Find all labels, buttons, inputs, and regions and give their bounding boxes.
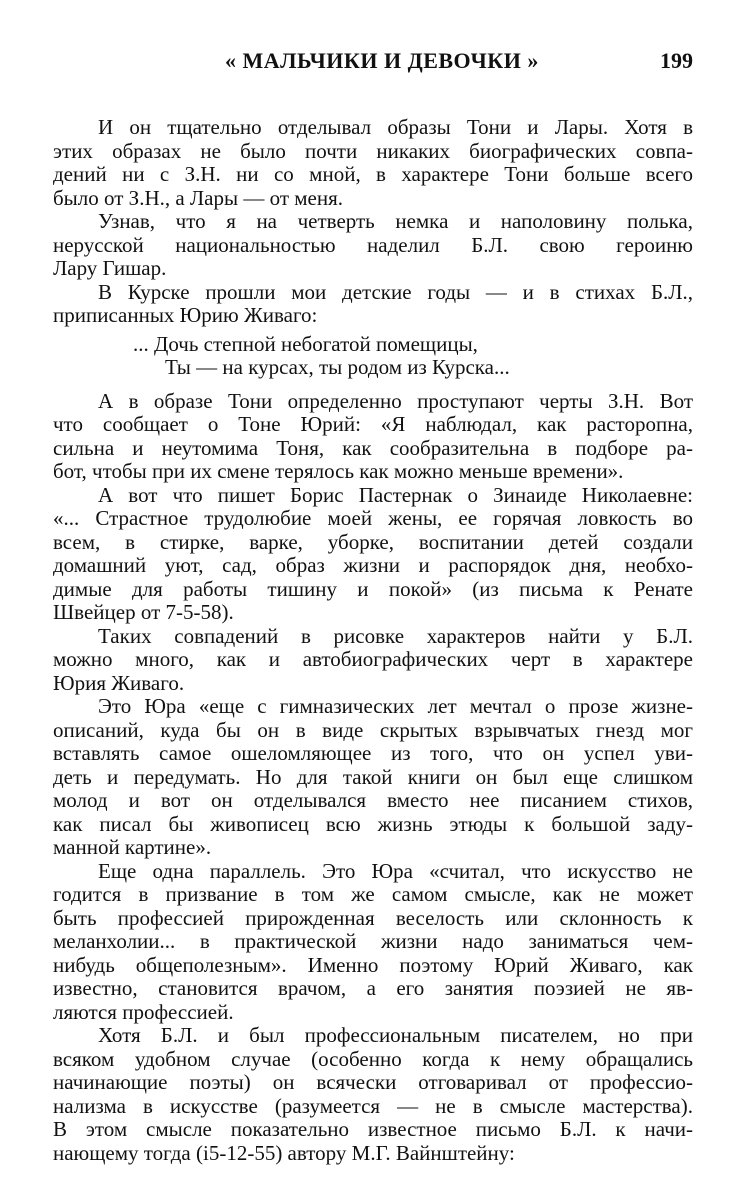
body-text [53,116,693,1165]
text-line: домашний уют, сад, образ жизни и распорядок дня, необхо- [53,553,693,577]
paragraph-2 [53,210,693,281]
text-line: В этом смысле показательно известное письмо Б.Л. к начи- [53,1117,693,1141]
text-line: этих образах не было почти никаких биографических совпа- [53,138,693,163]
text-line: В Курске прошли мои детские годы — и в стихах Б.Л., [98,279,693,304]
text-line: всем, в стирке, варке, уборке, воспитании детей создали [53,529,693,554]
paragraph-3 [53,281,693,328]
text-line: было от З.Н., а Лары — от меня. [53,185,344,210]
paragraph-7 [53,695,693,860]
text-line: А в образе Тони определенно проступают черты З.Н. Вот [98,388,693,413]
text-line: всяком удобном случае (особенно когда к нему обращались [53,1046,693,1071]
text-line: описаний, куда бы он в виде скрытых взрывчатых гнезд мог [53,717,693,742]
text-line: годится в призвание в том же самом смысле, как не может [53,882,693,906]
text-line: начинающие поэты) он всячески отговаривал от профессио- [53,1070,693,1094]
poem-line: ... Дочь степной небогатой помещицы, [133,331,478,356]
paragraph-9 [53,1024,693,1165]
page-header [53,44,693,76]
text-line: ляются профессией. [53,999,234,1024]
text-line: Еще одна параллель. Это Юра «считал, что искусство не [98,858,693,883]
text-line: А вот что пишет Борис Пастернак о Зинаиде Николаевне: [98,482,693,507]
paragraph-1 [53,116,693,210]
text-line: бот, чтобы при их смене терялось как можно меньше времени». [53,459,624,483]
text-line: нализма в искусстве (разумеется — не в смысле мастерства). [53,1093,693,1118]
paragraph-8 [53,860,693,1025]
paragraph-6 [53,625,693,696]
text-line: меланхолии... в практической жизни надо заниматься чем- [53,929,693,953]
text-line: можно много, как и автобиографических черт в характере [53,647,693,671]
text-line: «... Страстное трудолюбие моей жены, ее горячая ловкость во [53,506,693,530]
text-line: нерусской национальностью наделил Б.Л. свою героиню [53,232,693,257]
text-line: Юрия Живаго. [53,670,185,695]
paragraph-4 [53,390,693,484]
running-title: « МАЛЬЧИКИ И ДЕВОЧКИ » [225,48,539,73]
poem-line: Ты — на курсах, ты родом из Курска... [165,355,510,379]
text-line: деть и передумать. Но для такой книги он был еще слишком [53,764,693,789]
text-line: Таких совпадений в рисовке характеров найти у Б.Л. [98,623,693,648]
text-line: молод и вот он отделывался вместо нее писанием стихов, [53,788,693,812]
text-line: приписанных Юрию Живаго: [53,303,318,327]
text-line: Лару Гишар. [53,256,167,280]
text-line: Хотя Б.Л. и был профессиональным писателем, но при [98,1023,693,1047]
text-line: Узнав, что я на четверть немка и наполовину полька, [98,209,693,233]
text-line: димые для работы тишину и покой» (из письма к Ренате [53,576,693,601]
text-line: нибудь общеполезным». Именно поэтому Юрий Живаго, как [53,952,693,977]
text-line: И он тщательно отделывал образы Тони и Лары. Хотя в [98,115,693,139]
text-line: известно, становится врачом, а его занятия поэзией не яв- [53,976,693,1000]
text-line: Швейцер от 7-5-58). [53,600,234,624]
text-line: дений ни с З.Н. ни со мной, в характере Тони больше всего [53,162,693,186]
text-line: быть профессией прирожденная веселость или склонность к [53,905,693,930]
text-line: сильна и неутомима Тоня, как сообразительна в подборе ра- [53,435,693,460]
poem-quote [53,333,693,380]
text-line: как писал бы живописец всю жизнь этюды к большой заду- [53,811,693,836]
text-line: Это Юра «еще с гимназических лет мечтал о прозе жизне- [98,694,693,718]
page-number: 199 [660,48,693,73]
paragraph-5 [53,484,693,625]
text-line: вставлять самое ошеломляющее из того, что он успел уви- [53,741,693,765]
text-line: манной картине». [53,835,212,859]
text-line: что сообщает о Тоне Юрий: «Я наблюдал, как расторопна, [53,412,693,436]
text-line: нающему тогда (i5-12-55) автору М.Г. Вайнштейну: [53,1140,515,1165]
